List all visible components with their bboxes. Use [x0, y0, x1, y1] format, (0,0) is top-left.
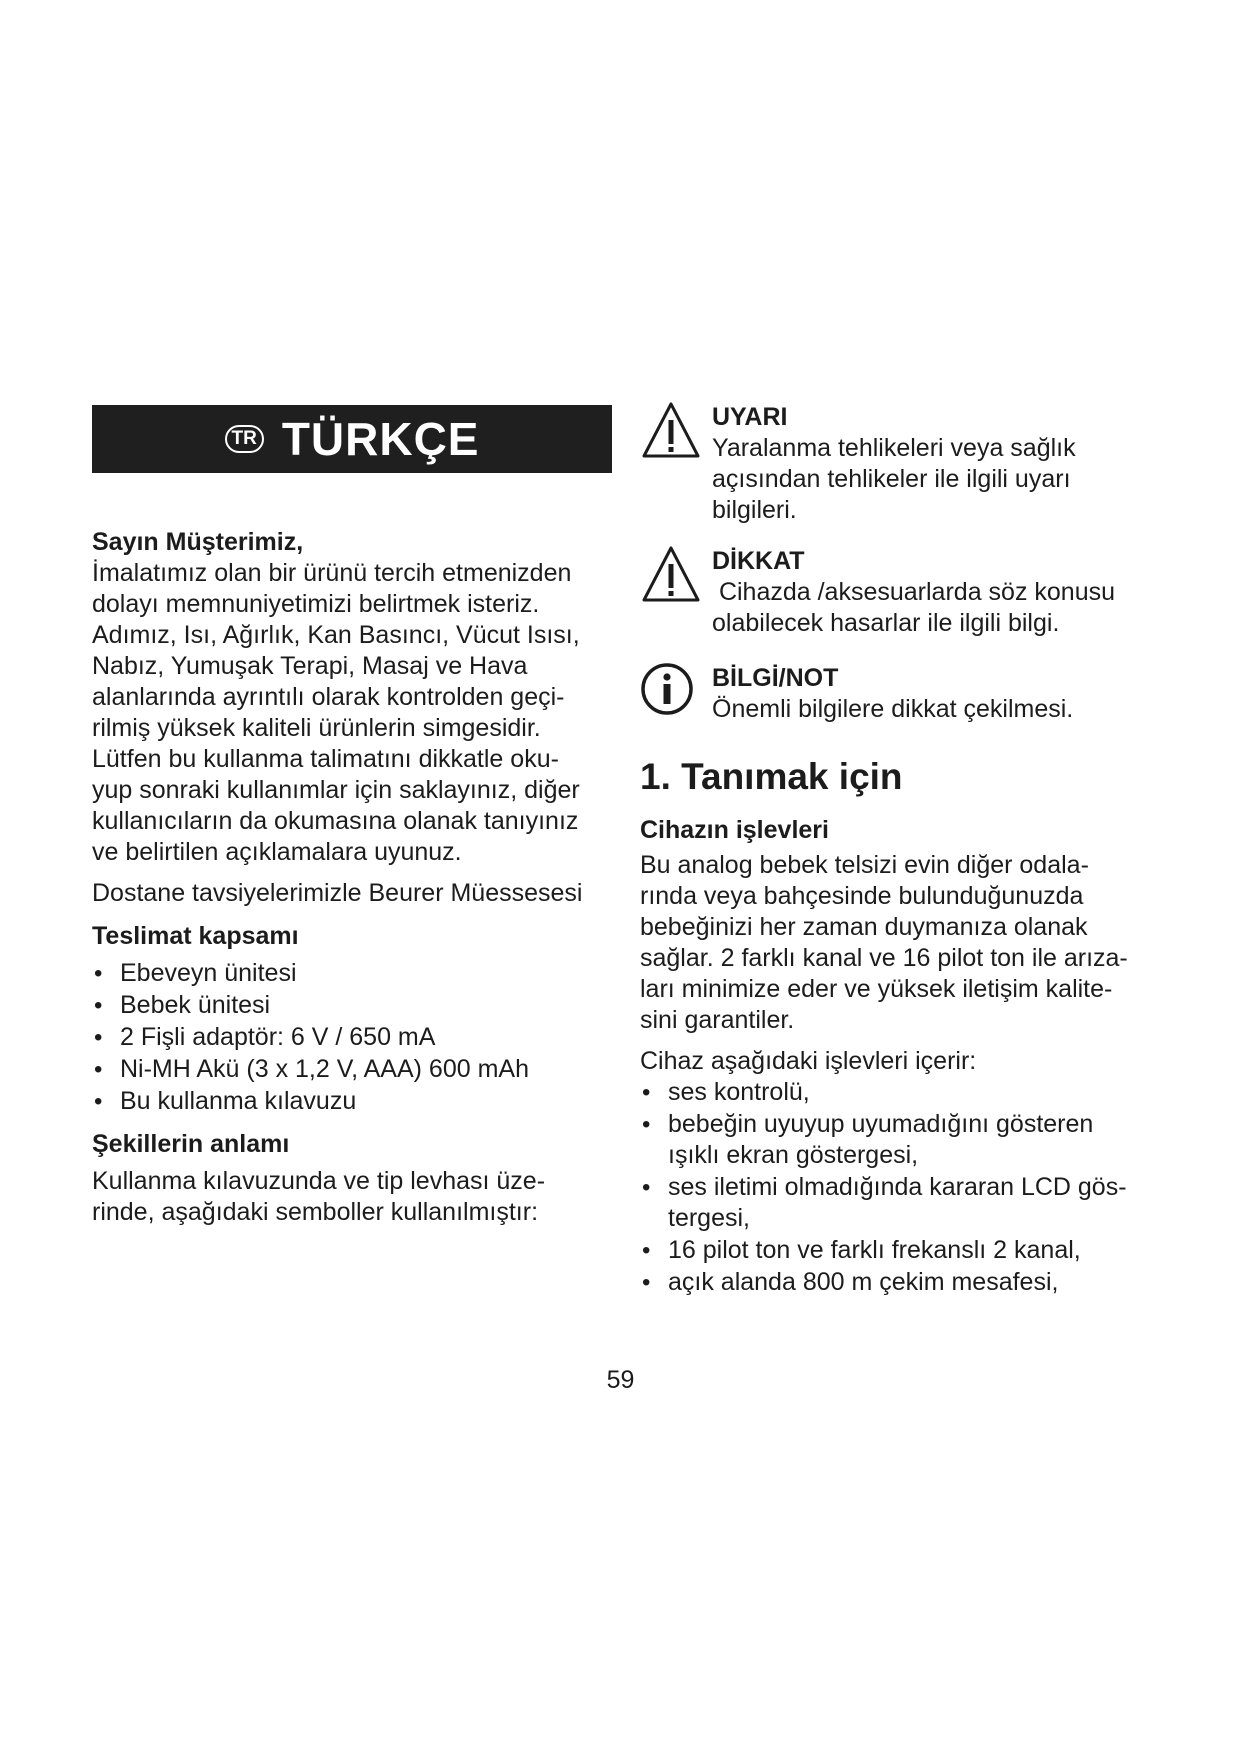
caution-triangle-icon [640, 544, 712, 611]
functions-paragraph: Bu analog bebek telsizi evin diğer odala- rında veya bahçesinde bulunduğunuzda bebeğinizi her zaman duymanıza olanak sağlar. 2 farklı kanal ve 16 pilot ton ile arıza- ları minimize eder ve yüksek iletişim kalite- sini garantiler. [640, 851, 1128, 1034]
delivery-heading: Teslimat kapsamı [92, 922, 299, 950]
info-title: BİLGİ/NOT [712, 664, 839, 692]
list-item: • açık alanda 800 m çekim mesafesi, [640, 1267, 1160, 1298]
features-intro: Cihaz aşağıdaki işlevleri içerir: [640, 1047, 977, 1075]
list-item: • ses iletimi olmadığında kararan LCD gös- tergesi, [640, 1172, 1160, 1234]
list-item: • Bu kullanma kılavuzu [92, 1086, 612, 1117]
right-column [640, 400, 1160, 1299]
list-item: • ses kontrolü, [640, 1077, 1160, 1108]
info-text: Önemli bilgilere dikkat çekilmesi. [712, 695, 1074, 723]
warning-text: Yaralanma tehlikeleri veya sağlık açısından tehlikeler ile ilgili uyarı bilgileri. [712, 434, 1076, 524]
warning-title: UYARI [712, 403, 788, 431]
caution-text: Cihazda /aksesuarlarda söz konusu olabilecek hasarlar ile ilgili bilgi. [712, 578, 1116, 637]
symbols-intro: Kullanma kılavuzunda ve tip levhası üze- rinde, aşağıdaki semboller kullanılmıştır: [92, 1167, 546, 1226]
warning-block [640, 400, 1160, 526]
page-number: 59 [606, 1366, 635, 1394]
info-block [640, 661, 1160, 725]
caution-title: DİKKAT [712, 547, 805, 575]
language-title: TÜRKÇE [281, 413, 480, 465]
list-item: • 2 Fişli adaptör: 6 V / 650 mA [92, 1022, 612, 1053]
closing-line: Dostane tavsiyelerimizle Beurer Müessesesi [92, 879, 583, 907]
list-item: • Bebek ünitesi [92, 990, 612, 1021]
features-list [640, 1077, 1160, 1298]
list-item: • 16 pilot ton ve farklı frekanslı 2 kanal, [640, 1235, 1160, 1266]
left-column [92, 405, 612, 1228]
language-badge: TR [225, 425, 264, 453]
language-header [92, 405, 612, 473]
list-item: • bebeğin uyuyup uyumadığını gösteren ışıklı ekran göstergesi, [640, 1109, 1160, 1171]
info-circle-icon [640, 661, 712, 722]
list-item: • Ebeveyn ünitesi [92, 958, 612, 989]
greeting: Sayın Müşterimiz, [92, 528, 304, 556]
list-item: • Ni-MH Akü (3 x 1,2 V, AAA) 600 mAh [92, 1054, 612, 1085]
symbols-heading: Şekillerin anlamı [92, 1130, 290, 1158]
delivery-list [92, 958, 612, 1117]
functions-heading: Cihazın işlevleri [640, 816, 829, 844]
caution-block [640, 544, 1160, 639]
section-title: 1. Tanımak için [640, 756, 903, 797]
intro-paragraph: İmalatımız olan bir ürünü tercih etmenizden dolayı memnuniyetimizi belirtmek isteriz. Adımız, Isı, Ağırlık, Kan Basıncı, Vücut Isısı, Nabız, Yumuşak Terapi, Masaj ve Hava alanlarında ayrıntılı olarak kontrolden geçi- rilmiş yüksek kaliteli ürünlerin simgesidir. Lütfen bu kullanma talimatını dikkatle oku- yup sonraki kullanımlar için saklayınız, diğer kullanıcıların da okumasına olanak tanıyınız ve belirtilen açıklamalara uyunuz. [92, 559, 580, 866]
warning-triangle-icon [640, 400, 712, 467]
